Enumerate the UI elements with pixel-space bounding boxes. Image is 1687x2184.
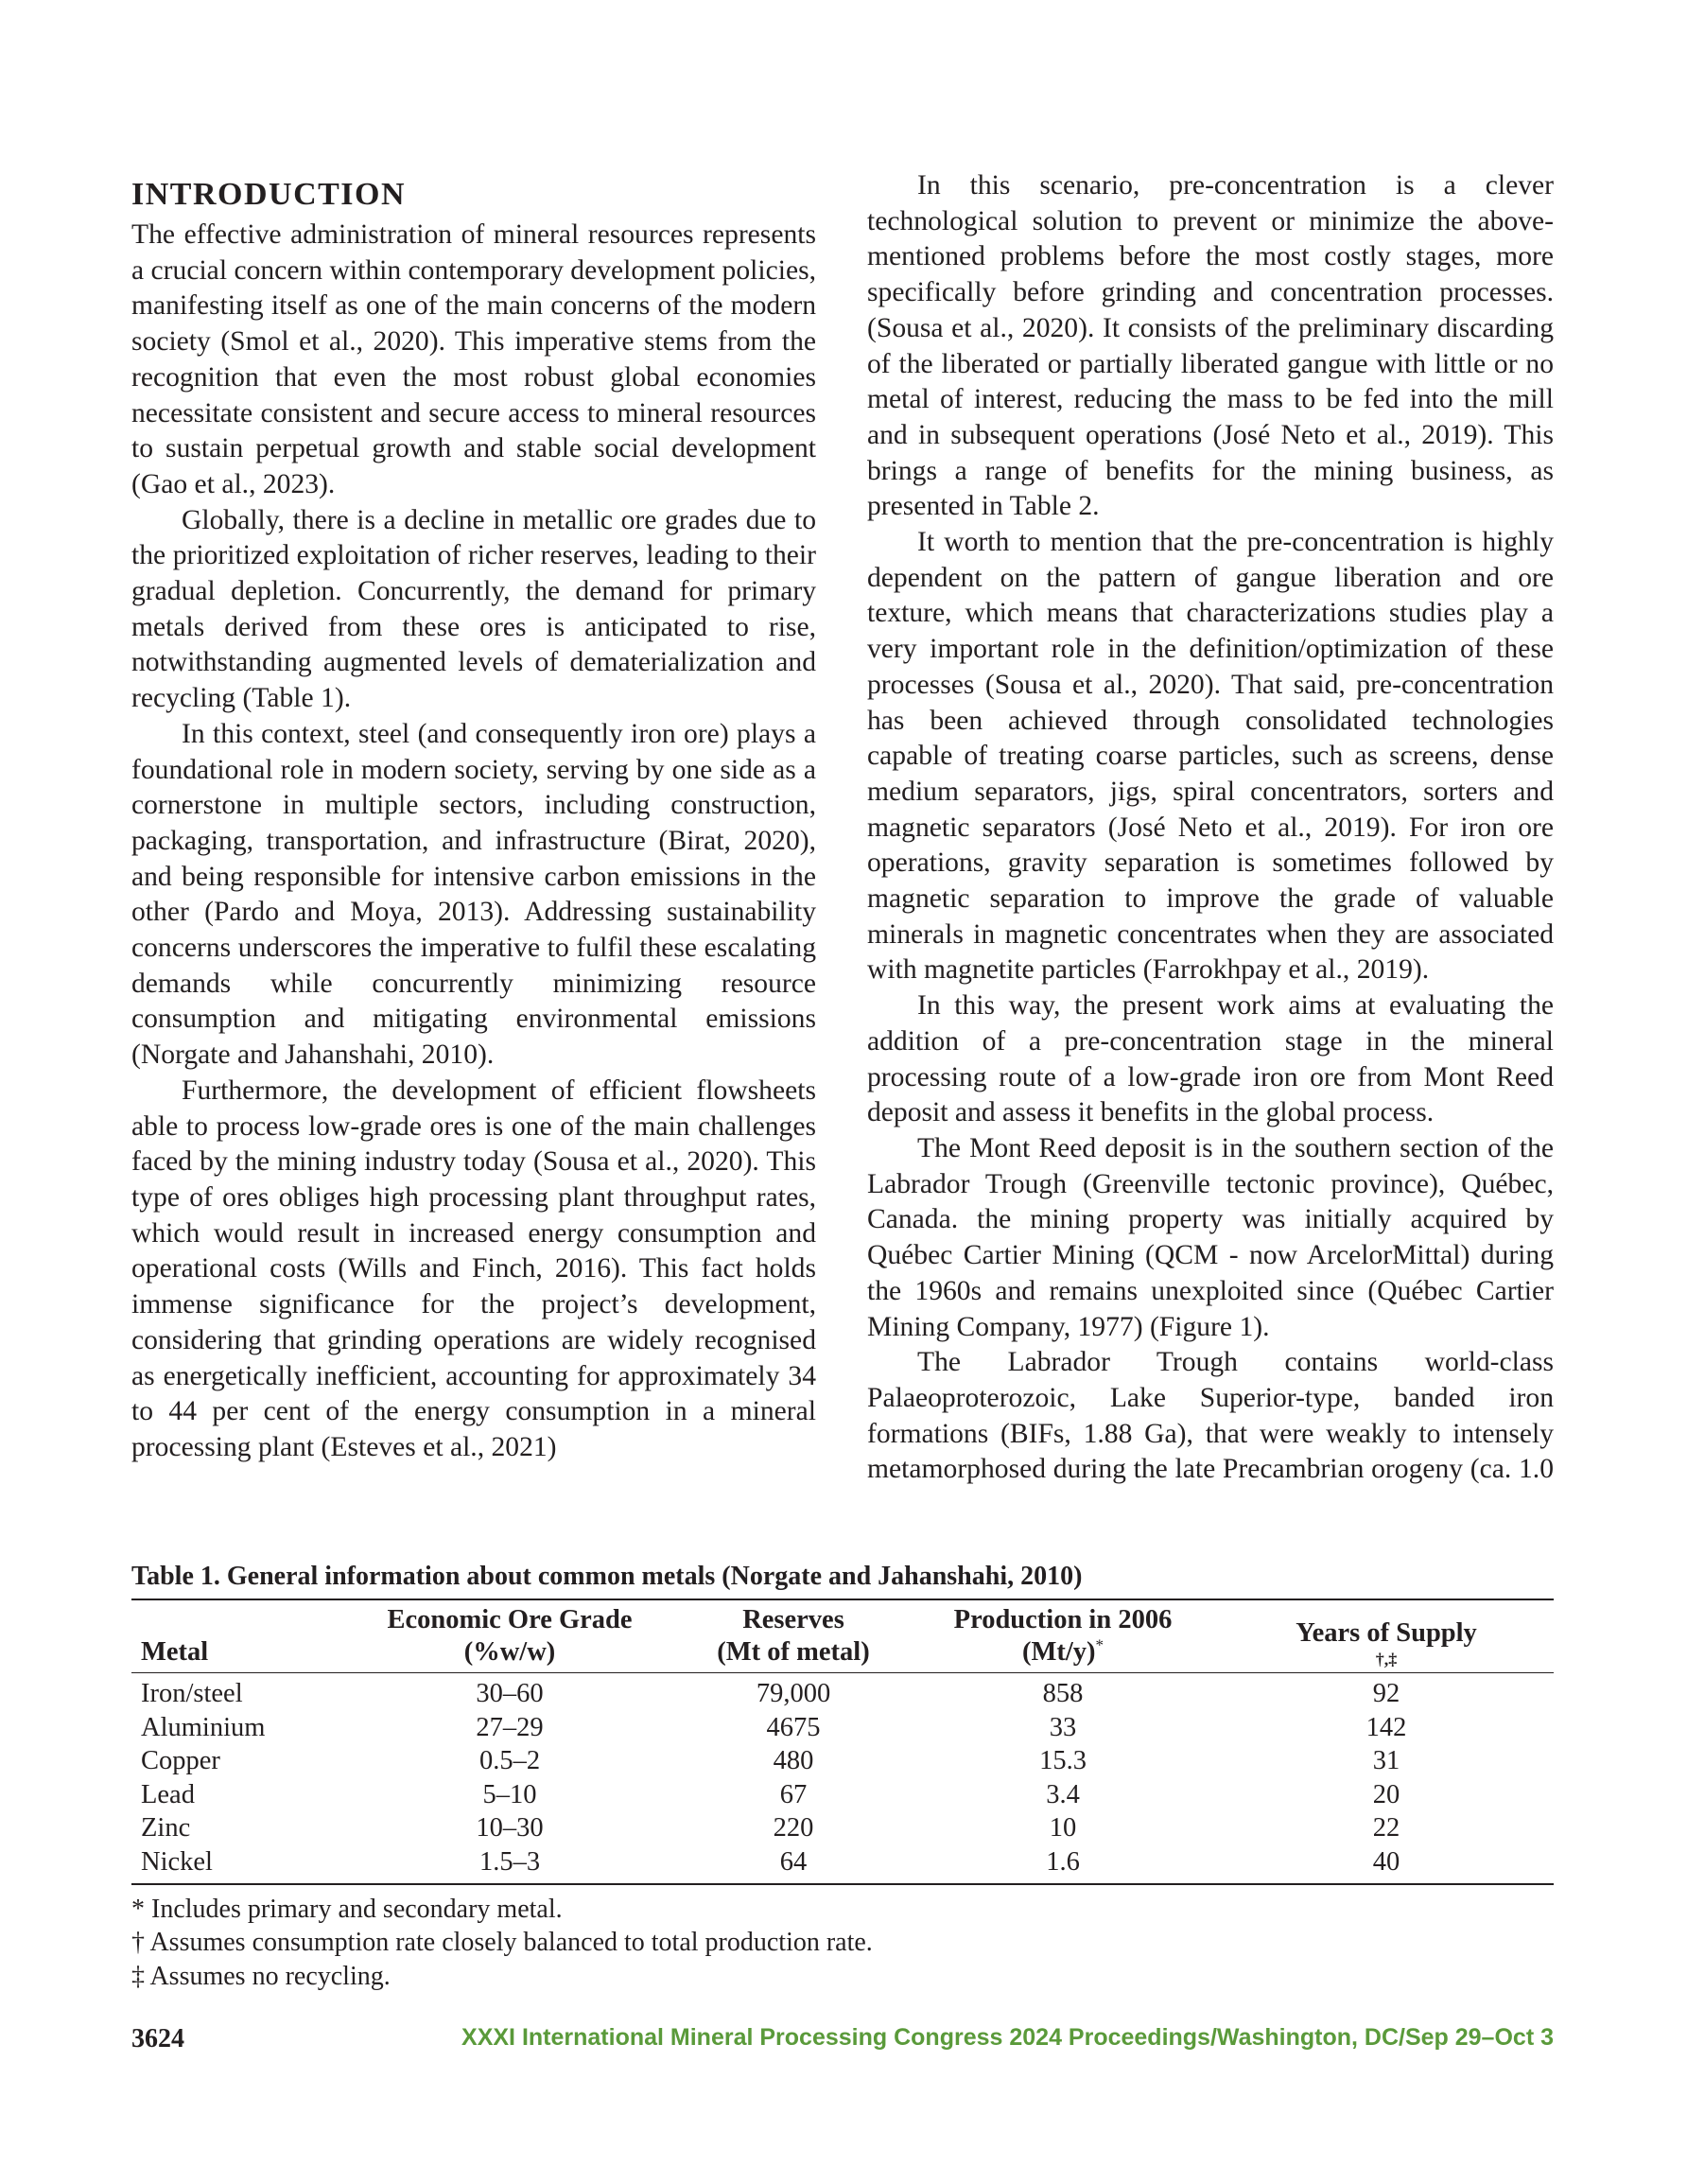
cell-years: 40 [1219,1845,1554,1884]
table-row [131,1744,1554,1778]
paragraph: The Mont Reed deposit is in the southern section of the Labrador Trough (Greenville tectonic province), Québec, Canada. the mining property was initially acquired by Québec Cartier Mining (QCM - now ArcelorMittal) during the 1960s and remains unexploited since (Québec Cartier Mining Company, 1977) (Figure 1). [867,1132,1554,1342]
cell-production: 3.4 [1046,1779,1080,1809]
cell-metal: Zinc [141,1813,191,1843]
section-heading: INTRODUCTION [131,177,407,212]
left-column [131,168,816,1466]
header-reserves-line1: Reserves [742,1605,844,1634]
paragraph: It worth to mention that the pre-concentration is highly dependent on the pattern of gangue liberation and ore texture, which means that characterizations studies play a very important role in the definition/optimization of these processes (Sousa et al., 2020). That said, pre-concentration has been achieved through consolidated technologies capable of treating coarse particles, such as screens, dense medium separators, jigs, spiral concentrators, sorters and magnetic separators (José Neto et al., 2019). For iron ore operations, gravity separation is sometimes followed by magnetic separation to improve the grade of valuable minerals in magnetic concentrates when they are associated with magnetite particles (Farrokhpay et al., 2019). [867,527,1554,986]
paragraph: The effective administration of mineral resources represents a crucial concern within contemporary development policies, manifesting itself as one of the main concerns of the modern society (Smol et al., 2020). This imperative stems from the recognition that even the most robust global economies necessitate consistent and secure access to mineral resources to sustain perpetual growth and stable social development (Gao et al., 2023). [131,219,816,499]
cell-reserves: 79,000 [756,1679,831,1708]
cell-grade: 27–29 [476,1712,544,1742]
table-1 [131,1561,1554,1993]
table-row [131,1778,1554,1812]
footnote-mark: * [1095,1635,1104,1654]
cell-metal: Aluminium [141,1712,266,1742]
page-footer [131,2024,1554,2062]
table-note: * Includes primary and secondary metal. [131,1894,563,1924]
paragraph: Furthermore, the development of efficient flowsheets able to process low-grade ores is one of the main challenges faced by the mining industry today (Sousa et al., 2020). This type of ores obliges high processing plant throughput rates, which would result in increased energy consumption and operational costs (Wills and Finch, 2016). This fact holds immense significance for the project’s development, considering that grinding operations are widely recognised as energetically inefficient, accounting for approximately 34 to 44 per cent of the energy consumption in a mineral processing plant (Esteves et al., 2021) [131,1075,816,1462]
header-grade [339,1599,680,1673]
cell-years: 22 [1372,1813,1400,1843]
cell-production: 15.3 [1039,1746,1087,1776]
cell-metal: Nickel [131,1845,339,1884]
cell-production: 1.6 [907,1845,1219,1884]
cell-years: 92 [1372,1679,1400,1708]
metals-table [131,1599,1554,1885]
header-reserves-line2: (Mt of metal) [717,1637,870,1667]
cell-years: 20 [1372,1779,1400,1809]
header-grade-label: Economic Ore Grade (%w/w) [387,1605,633,1667]
footnote-mark: †,‡ [1375,1650,1398,1669]
cell-grade: 1.5–3 [339,1845,680,1884]
page-number: 3624 [131,2024,184,2053]
right-column [867,168,1554,1488]
header-production-line2: (Mt/y) [1021,1637,1096,1667]
table-body [131,1673,1554,1884]
table-header-row [131,1599,1554,1673]
header-years-line1: Years of Supply [1296,1618,1477,1648]
cell-production: 33 [1049,1712,1077,1742]
cell-grade: 10–30 [476,1813,544,1843]
cell-production: 858 [1042,1679,1084,1708]
cell-reserves: 67 [779,1779,808,1809]
cell-grade: 0.5–2 [478,1746,541,1776]
header-metal [131,1599,339,1673]
cell-reserves: 480 [773,1746,814,1776]
header-production [907,1599,1219,1673]
cell-years: 142 [1365,1712,1407,1742]
header-years [1219,1599,1554,1673]
paragraph: In this scenario, pre-concentration is a clever technological solution to prevent or minimize the above-mentioned problems before the most costly stages, more specifically before grinding and concentration processes.(Sousa et al., 2020). It consists of the preliminary discarding of the liberated or partially liberated gangue with little or no metal of interest, reducing the mass to be fed into the mill and in subsequent operations (José Neto et al., 2019). This brings a range of benefits for the mining business, as presented in Table 2. [867,170,1554,522]
cell-reserves: 64 [680,1845,907,1884]
cell-reserves: 4675 [766,1712,821,1742]
paragraph: In this context, steel (and consequently iron ore) plays a foundational role in modern society, serving by one side as a cornerstone in multiple sectors, including construction, packaging, transportation, and infrastructure (Birat, 2020), and being responsible for intensive carbon emissions in the other (Pardo and Moya, 2013). Addressing sustainability concerns underscores the imperative to fulfil these escalating demands while concurrently minimizing resource consumption and mitigating environmental emissions (Norgate and Jahanshahi, 2010). [131,718,816,1071]
table-row [131,1673,1554,1711]
cell-grade: 30–60 [476,1679,544,1708]
cell-years: 31 [1372,1746,1400,1776]
paragraph: In this way, the present work aims at evaluating the addition of a pre-concentration stage in the mineral processing route of a low-grade iron ore from Mont Reed deposit and assess it benefits in the global process. [867,990,1554,1128]
paragraph: Globally, there is a decline in metallic ore grades due to the prioritized exploitation of richer reserves, leading to their gradual depletion. Concurrently, the demand for primary metals derived from these ores is anticipated to rise, notwithstanding augmented levels of dematerialization and recycling (Table 1). [131,504,816,714]
cell-metal: Iron/steel [141,1679,243,1708]
table-row [131,1711,1554,1745]
header-reserves [680,1599,907,1673]
table-note: ‡ Assumes no recycling. [131,1961,391,1991]
footer-title: XXXI International Mineral Processing Congress 2024 Proceedings/Washington, DC/Sep 29–Oct 3 [461,2024,1554,2051]
cell-metal: Copper [141,1746,220,1776]
header-metal-label: Metal [141,1637,209,1667]
table-row [131,1811,1554,1845]
table-row [131,1845,1554,1884]
table-caption: Table 1. General information about common metals (Norgate and Jahanshahi, 2010) [131,1562,1083,1591]
cell-production: 10 [1049,1813,1077,1843]
paragraph: The Labrador Trough contains world-class Palaeoproterozoic, Lake Superior-type, banded iron formations (BIFs, 1.88 Ga), that were weakly to intensely metamorphosed during the late Precambrian orogeny (ca. 1.0 [867,1347,1554,1485]
table-note: † Assumes consumption rate closely balanced to total production rate. [131,1928,873,1958]
header-production-line1: Production in 2006 [953,1605,1173,1634]
table-notes [131,1893,1554,1994]
cell-metal: Lead [141,1779,195,1809]
cell-reserves: 220 [773,1813,814,1843]
cell-grade: 5–10 [482,1779,537,1809]
